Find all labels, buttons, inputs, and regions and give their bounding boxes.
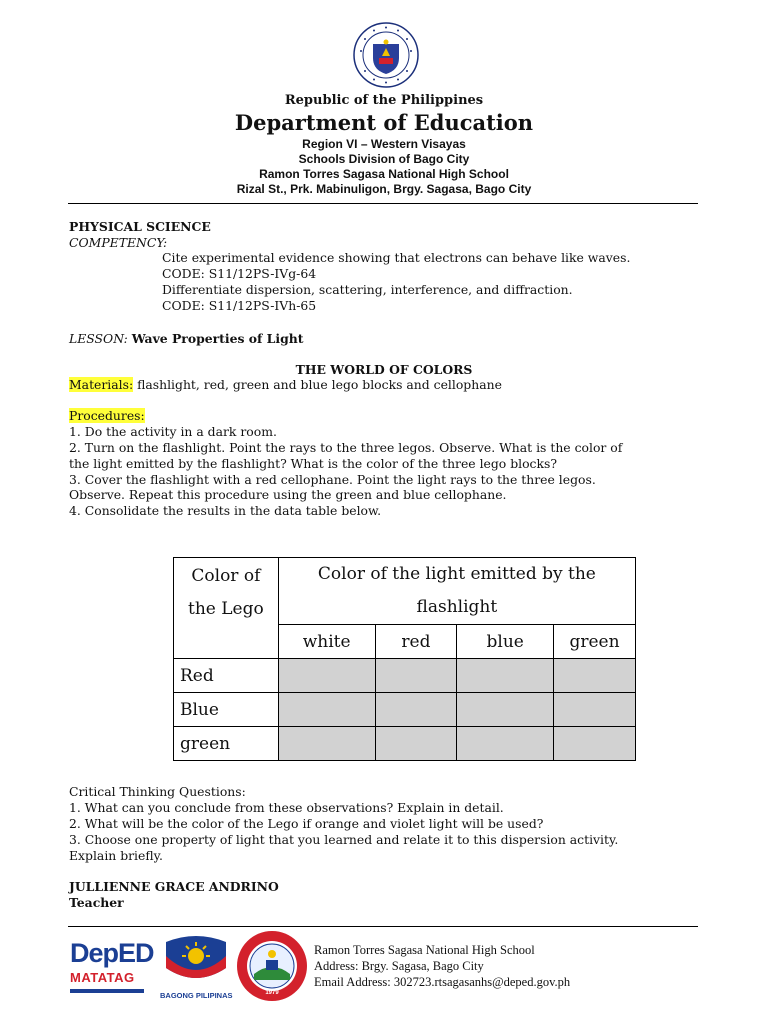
procedure-step-2: 2. Turn on the flashlight. Point the rays to the three legos. Observe. What is the color of <box>69 440 623 455</box>
answer-cell[interactable] <box>457 693 554 727</box>
materials-label: Materials: <box>69 377 134 392</box>
sun-flag-icon <box>160 932 232 986</box>
school-seal-icon <box>236 930 308 1002</box>
table-row <box>174 693 636 727</box>
teacher-name: JULLIENNE GRACE ANDRINO <box>69 879 279 894</box>
deped-logo-text: DepED <box>70 938 154 968</box>
republic-heading: Republic of the Philippines <box>284 93 484 108</box>
group-header-line-2: flashlight <box>416 597 498 617</box>
footer-divider <box>68 926 698 927</box>
column-header: red <box>375 625 457 659</box>
answer-cell[interactable] <box>375 727 457 761</box>
competency-2-code: CODE: S11/12PS-IVh-65 <box>162 298 317 313</box>
footer-address: Address: Brgy. Sagasa, Bago City <box>314 959 484 973</box>
division-line: Schools Division of Bago City <box>298 152 470 166</box>
corner-line-1: Color of <box>191 566 261 586</box>
table-header-row <box>174 558 636 625</box>
competency-label: COMPETENCY: <box>69 235 168 250</box>
procedure-step-3: 3. Cover the flashlight with a red cellophane. Point the light rays to the three legos. <box>69 472 596 487</box>
lesson-line <box>69 331 304 347</box>
corner-line-2: the Lego <box>188 599 264 619</box>
school-line: Ramon Torres Sagasa National High School <box>259 167 509 181</box>
teacher-title: Teacher <box>69 895 124 910</box>
answer-cell[interactable] <box>375 693 457 727</box>
question-1: 1. What can you conclude from these observations? Explain in detail. <box>69 800 504 815</box>
procedures-label-line <box>69 408 145 424</box>
question-3-cont: Explain briefly. <box>69 848 163 863</box>
materials-text: flashlight, red, green and blue lego blocks and cellophane <box>133 377 502 392</box>
answer-cell[interactable] <box>554 659 636 693</box>
column-header: green <box>554 625 636 659</box>
answer-cell[interactable] <box>554 727 636 761</box>
group-header-line-1: Color of the light emitted by the <box>317 564 596 584</box>
competency-2: Differentiate dispersion, scattering, interference, and diffraction. <box>162 282 573 297</box>
data-table <box>173 557 636 761</box>
bagong-pilipinas-logo <box>160 932 232 1000</box>
department-heading: Department of Education <box>234 110 534 135</box>
answer-cell[interactable] <box>278 693 375 727</box>
answer-cell[interactable] <box>457 727 554 761</box>
table-corner-cell <box>174 558 279 659</box>
answer-cell[interactable] <box>278 727 375 761</box>
table-row <box>174 727 636 761</box>
materials-line <box>69 377 502 393</box>
header-divider <box>68 203 698 204</box>
competency-1-code: CODE: S11/12PS-IVg-64 <box>162 266 317 281</box>
footer-school: Ramon Torres Sagasa National High School <box>314 943 535 957</box>
procedure-step-2-cont: the light emitted by the flashlight? What is the color of the three lego blocks? <box>69 456 558 471</box>
row-header: Red <box>174 659 279 693</box>
footer-email[interactable]: Email Address: 302723.rtsagasanhs@deped.gov.ph <box>314 975 571 989</box>
question-2: 2. What will be the color of the Lego if orange and violet light will be used? <box>69 816 544 831</box>
answer-cell[interactable] <box>457 659 554 693</box>
questions-title: Critical Thinking Questions: <box>69 784 246 799</box>
competency-1: Cite experimental evidence showing that electrons can behave like waves. <box>162 250 631 265</box>
answer-cell[interactable] <box>554 693 636 727</box>
address-line: Rizal St., Prk. Mabinuligon, Brgy. Sagasa, Bago City <box>236 182 532 196</box>
lesson-title: Wave Properties of Light <box>131 331 304 346</box>
row-header: green <box>174 727 279 761</box>
matatag-text: MATATAG <box>70 970 135 985</box>
column-header: white <box>278 625 375 659</box>
answer-cell[interactable] <box>278 659 375 693</box>
lesson-label: LESSON: <box>69 331 128 346</box>
column-header: blue <box>457 625 554 659</box>
matatag-bar <box>70 989 144 993</box>
row-header: Blue <box>174 693 279 727</box>
deped-seal-icon <box>353 22 419 88</box>
procedure-step-4: 4. Consolidate the results in the data table below. <box>69 503 382 518</box>
deped-matatag-logo <box>70 938 154 1000</box>
procedure-step-3-cont: Observe. Repeat this procedure using the green and blue cellophane. <box>69 487 507 502</box>
subject-title: PHYSICAL SCIENCE <box>69 219 211 234</box>
table-group-header <box>278 558 635 625</box>
procedures-label: Procedures: <box>69 408 145 423</box>
activity-title: THE WORLD OF COLORS <box>295 362 473 377</box>
question-3: 3. Choose one property of light that you learned and relate it to this dispersion activity. <box>69 832 619 847</box>
region-line: Region VI – Western Visayas <box>302 137 466 151</box>
answer-cell[interactable] <box>375 659 457 693</box>
bagong-pilipinas-text: BAGONG PILIPINAS <box>160 991 233 1000</box>
table-row <box>174 659 636 693</box>
school-seal-year: 1979 <box>265 990 279 996</box>
procedure-step-1: 1. Do the activity in a dark room. <box>69 424 277 439</box>
